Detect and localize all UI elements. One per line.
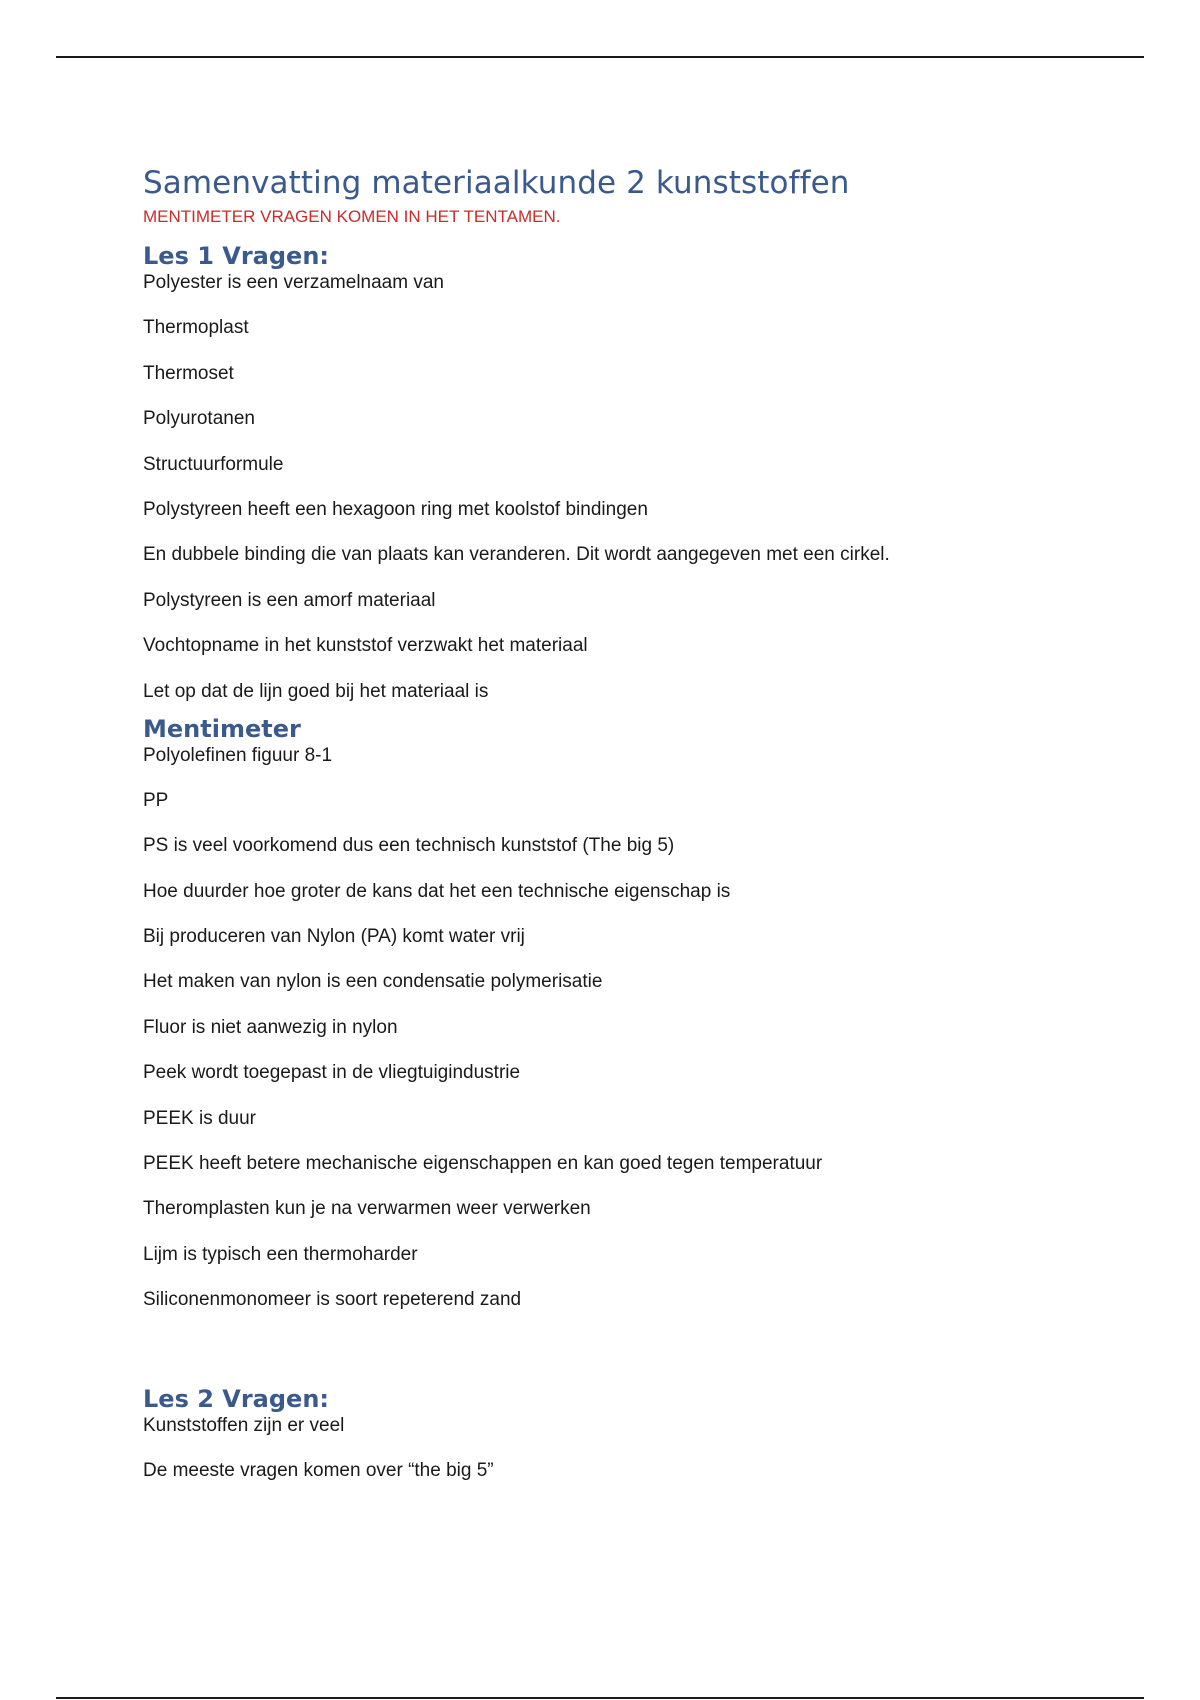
- paragraph: Kunststoffen zijn er veel: [143, 1414, 345, 1436]
- header-rule: [56, 56, 1144, 58]
- section-les-2: [143, 1383, 1043, 1506]
- paragraph: Hoe duurder hoe groter de kans dat het een technische eigenschap is: [143, 880, 731, 902]
- paragraph: PEEK heeft betere mechanische eigenschappen en kan goed tegen temperatuur: [143, 1153, 823, 1175]
- document-body: [143, 160, 1043, 1505]
- paragraph: En dubbele binding die van plaats kan veranderen. Dit wordt aangegeven met een cirkel.: [143, 544, 890, 566]
- paragraph: Bij produceren van Nylon (PA) komt water vrij: [143, 926, 525, 948]
- paragraph: Fluor is niet aanwezig in nylon: [143, 1016, 398, 1038]
- paragraph: Structuurformule: [143, 453, 284, 475]
- paragraph: Polyester is een verzamelnaam van: [143, 272, 444, 293]
- exam-notice: MENTIMETER VRAGEN KOMEN IN HET TENTAMEN.: [143, 207, 561, 226]
- paragraph: Polyurotanen: [143, 408, 255, 430]
- section-les-1: [143, 240, 1043, 705]
- paragraph: Theromplasten kun je na verwarmen weer verwerken: [143, 1198, 591, 1220]
- section-mentimeter: [143, 713, 1043, 1335]
- paragraph: Thermoset: [143, 362, 234, 384]
- paragraph: PEEK is duur: [143, 1107, 256, 1129]
- section-heading: Mentimeter: [143, 714, 301, 743]
- footer-rule: [56, 1697, 1144, 1699]
- paragraph: Thermoplast: [143, 317, 249, 339]
- paragraph: Polyolefinen figuur 8-1: [143, 744, 333, 766]
- paragraph: Lijm is typisch een thermoharder: [143, 1243, 418, 1265]
- paragraph: Let op dat de lijn goed bij het materiaal is: [143, 680, 489, 702]
- paragraph: PP: [143, 789, 169, 811]
- paragraph: Het maken van nylon is een condensatie polymerisatie: [143, 971, 603, 993]
- paragraph: PS is veel voorkomend dus een technisch kunststof (The big 5): [143, 835, 675, 857]
- paragraph: Siliconenmonomeer is soort repeterend zand: [143, 1289, 522, 1311]
- paragraph: Peek wordt toegepast in de vliegtuigindustrie: [143, 1062, 521, 1084]
- paragraph: Polystyreen heeft een hexagoon ring met koolstof bindingen: [143, 498, 648, 520]
- blank-line: [143, 1335, 1043, 1383]
- section-heading: Les 1 Vragen:: [143, 242, 330, 270]
- paragraph: De meeste vragen komen over “the big 5”: [143, 1459, 494, 1481]
- paragraph: Polystyreen is een amorf materiaal: [143, 589, 436, 611]
- document-title: Samenvatting materiaalkunde 2 kunststoffen: [143, 165, 850, 201]
- paragraph: Vochtopname in het kunststof verzwakt het materiaal: [143, 635, 588, 657]
- section-heading: Les 2 Vragen:: [143, 1384, 330, 1413]
